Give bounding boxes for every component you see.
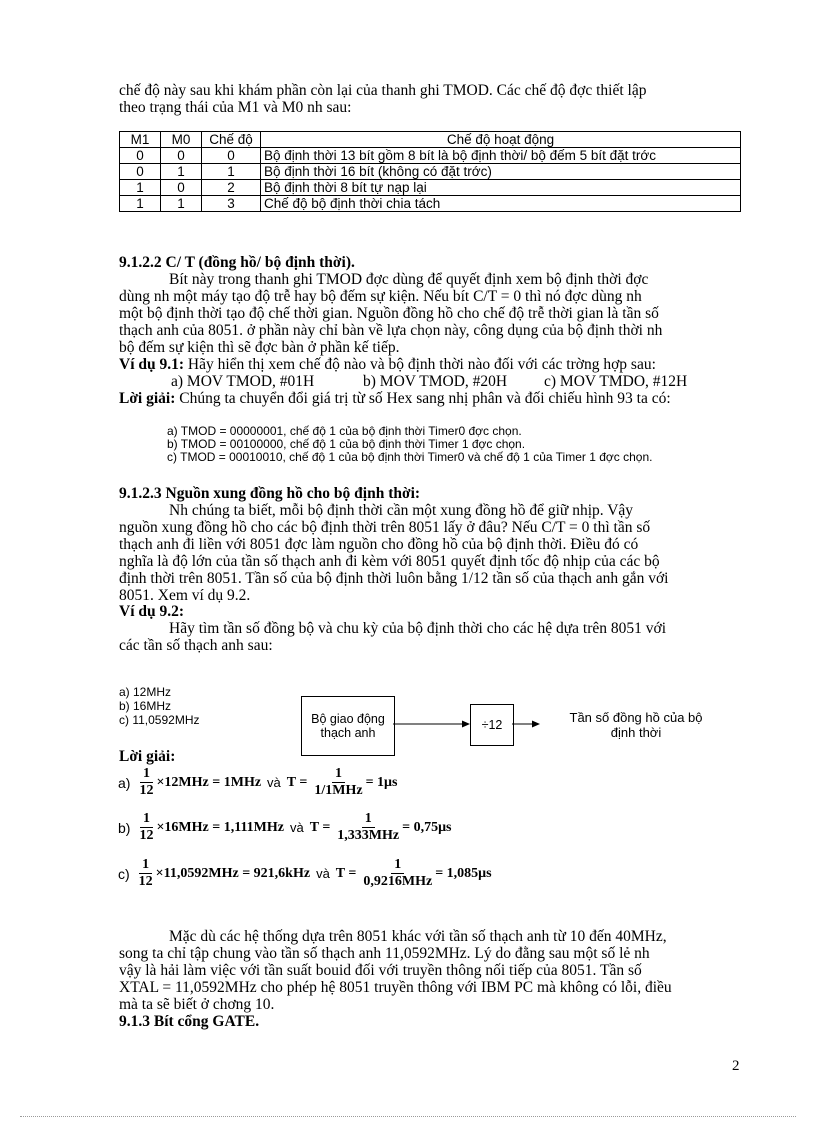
paragraph-line: 8051. Xem ví dụ 9.2. xyxy=(119,587,251,604)
example-9-1-results xyxy=(167,425,741,464)
paragraph-line: dùng nh một máy tạo độ trễ hay bộ đếm sự kiện. Nếu bít C/T = 0 thì nó đợc dùng nh xyxy=(119,288,642,305)
equation-conjunction: và xyxy=(290,820,304,835)
paragraph-line: Bít này trong thanh ghi TMOD đợc dùng để quyết định xem bộ định thời đợc xyxy=(169,271,649,288)
fraction xyxy=(136,811,156,844)
equation-row xyxy=(118,811,452,844)
example-9-1 xyxy=(119,356,741,407)
diagram-arrows xyxy=(393,712,543,736)
section-heading: 9.1.3 Bít cổng GATE. xyxy=(119,1013,260,1030)
fraction xyxy=(311,766,365,799)
cell-m1: 1 xyxy=(120,196,161,212)
cell-m1: 0 xyxy=(120,148,161,164)
cell-description: Bộ định thời 13 bít gồm 8 bít là bộ định thời/ bộ đếm 5 bít đặt trớc xyxy=(261,148,741,164)
option-c: c) 11,0592MHz xyxy=(119,713,200,727)
paragraph-line: Hãy tìm tần số đồng bộ và chu kỳ của bộ định thời cho các hệ dựa trên 8051 với xyxy=(169,620,666,637)
equation-row xyxy=(118,766,397,799)
cell-description: Bộ định thời 8 bít tự nạp lại xyxy=(261,180,741,196)
result-line: c) TMOD = 00010010, chế độ 1 của bộ định thời Timer0 và chế độ 1 của Timer 1 đợc chọn. xyxy=(167,450,653,464)
output-label: Tần số đồng hồ của bộ định thời xyxy=(569,710,703,740)
divide-by-12-box: ÷12 xyxy=(470,704,514,746)
fraction-denominator: 12 xyxy=(139,828,154,843)
equation-label: b) xyxy=(118,819,131,836)
arrow-head xyxy=(532,721,540,728)
fraction xyxy=(136,857,156,890)
table-row xyxy=(120,164,741,180)
col-header-m1: M1 xyxy=(120,132,161,148)
fraction-numerator: 1 xyxy=(391,857,404,874)
col-header-description: Chế độ hoạt động xyxy=(261,132,741,148)
table-row xyxy=(120,196,741,212)
paragraph-line: vậy là hải làm việc với tần suất bouid đối với truyền thông nối tiếp của 8051. Tần số xyxy=(119,962,642,979)
equation-conjunction: và xyxy=(316,866,330,881)
cell-mode: 1 xyxy=(202,164,261,180)
cell-mode: 2 xyxy=(202,180,261,196)
section-heading: 9.1.2.3 Nguồn xung đồng hồ cho bộ định thời: xyxy=(119,485,421,502)
fraction-denominator: 1/1MHz xyxy=(314,783,363,798)
equation-result: = 1,085μs xyxy=(435,865,492,881)
page-bottom-divider xyxy=(20,1116,796,1117)
paragraph-line: XTAL = 11,0592MHz cho phép hệ 8051 truyền thông với IBM PC mà không có lỗi, điều xyxy=(119,979,672,996)
intro-line: theo trạng thái của M1 và M0 nh sau: xyxy=(119,99,352,116)
equation-label: a) xyxy=(118,774,131,791)
equation-period-symbol: T = xyxy=(286,774,308,790)
cell-m0: 0 xyxy=(161,148,202,164)
example-9-2 xyxy=(119,603,741,654)
solution-text: Chúng ta chuyển đổi giá trị từ số Hex sang nhị phân và đối chiếu hình 93 ta có: xyxy=(175,390,671,407)
cell-m0: 1 xyxy=(161,164,202,180)
paragraph-line: nguồn xung đồng hồ cho các bộ định thời trên 8051 lấy ở đâu? Nếu C/T = 0 thì tần số xyxy=(119,519,651,536)
cell-m0: 1 xyxy=(161,196,202,212)
cell-description: Chế độ bộ định thời chia tách xyxy=(261,196,741,212)
fraction-denominator: 1,333MHz xyxy=(337,828,400,843)
cell-m1: 0 xyxy=(120,164,161,180)
equation-product: ×11,0592MHz = 921,6kHz xyxy=(155,865,311,881)
fraction-numerator: 1 xyxy=(332,766,345,783)
equation-product: ×12MHz = 1MHz xyxy=(156,774,262,790)
fraction-denominator: 0,9216MHz xyxy=(363,874,433,889)
table-header-row xyxy=(120,132,741,148)
table-row xyxy=(120,180,741,196)
example-label: Ví dụ 9.1: xyxy=(119,356,185,373)
result-line: b) TMOD = 00100000, chế độ 1 của bộ định thời Timer 1 đợc chọn. xyxy=(167,437,526,451)
result-line: a) TMOD = 00000001, chế độ 1 của bộ định thời Timer0 đợc chọn. xyxy=(167,424,522,438)
cell-mode: 0 xyxy=(202,148,261,164)
paragraph-line: một bộ định thời tạo độ chế thời gian. Nguồn đồng hồ cho chế độ trễ thời gian là tần số xyxy=(119,305,659,322)
arrow-head xyxy=(462,721,470,728)
paragraph-line: bộ đếm sự kiện thì sẽ đợc bàn ở phần kế tiếp. xyxy=(119,339,400,356)
cell-m0: 0 xyxy=(161,180,202,196)
solution-label: Lời giải: xyxy=(119,390,176,407)
equation-period-symbol: T = xyxy=(309,819,331,835)
paragraph-line: định thời trên 8051. Tần số của bộ định thời luôn bằng 1/12 tần số của thạch anh gắn với xyxy=(119,570,669,587)
option-b: b) MOV TMOD, #20H xyxy=(363,373,508,390)
col-header-mode: Chế độ xyxy=(202,132,261,148)
equation-product: ×16MHz = 1,111MHz xyxy=(156,819,284,835)
fraction-numerator: 1 xyxy=(140,811,153,828)
equation-row xyxy=(118,857,492,890)
fraction xyxy=(334,811,402,844)
fraction xyxy=(136,766,156,799)
col-header-m0: M0 xyxy=(161,132,202,148)
table-row xyxy=(120,148,741,164)
paragraph-line: mà ta sẽ biết ở chơng 10. xyxy=(119,996,275,1013)
frequency-options xyxy=(119,685,199,727)
fraction-denominator: 12 xyxy=(139,783,154,798)
example-label: Ví dụ 9.2: xyxy=(119,603,185,620)
fraction xyxy=(360,857,435,890)
cell-description: Bộ định thời 16 bít (không có đặt trớc) xyxy=(261,164,741,180)
solution-label: Lời giải: xyxy=(119,748,176,765)
paragraph-line: thạch anh đi liền với 8051 đợc làm nguồn cho đồng hồ của bộ định thời. Điều đó có xyxy=(119,536,639,553)
section-heading: 9.1.2.2 C/ T (đồng hồ/ bộ định thời). xyxy=(119,254,355,271)
equation-period-symbol: T = xyxy=(335,865,357,881)
page-number: 2 xyxy=(732,1058,740,1074)
paragraph-line: nghĩa là độ lớn của tần số thạch anh đi kèm với 8051 quyết định tốc độ nhịp của các bộ xyxy=(119,553,660,570)
paragraph-line: Nh chúng ta biết, mỗi bộ định thời cần một xung đồng hồ để giữ nhịp. Vậy xyxy=(169,502,634,519)
crystal-oscillator-box: Bộ giao động thạch anh xyxy=(301,696,395,756)
equation-result: = 0,75μs xyxy=(402,819,452,835)
fraction-numerator: 1 xyxy=(362,811,375,828)
paragraph-line: thạch anh của 8051. ở phần này chỉ bàn về lựa chọn này, công dụng của bộ định thời nh xyxy=(119,322,663,339)
equation-result: = 1μs xyxy=(365,774,398,790)
paragraph-line: các tần số thạch anh sau: xyxy=(119,637,273,654)
cell-mode: 3 xyxy=(202,196,261,212)
fraction-numerator: 1 xyxy=(140,766,153,783)
fraction-numerator: 1 xyxy=(139,857,152,874)
cell-m1: 1 xyxy=(120,180,161,196)
paragraph-line: Mặc dù các hệ thống dựa trên 8051 khác với tần số thạch anh từ 10 đến 40MHz, xyxy=(169,928,667,945)
example-text: Hãy hiển thị xem chế độ nào và bộ định thời nào đối với các trờng hợp sau: xyxy=(184,356,656,373)
equation-label: c) xyxy=(118,865,130,882)
fraction-denominator: 12 xyxy=(138,874,153,889)
closing-paragraph xyxy=(119,928,741,1030)
paragraph-line: song ta chỉ tập chung vào tần số thạch anh 11,0592MHz. Lý do đằng sau một số lẻ nh xyxy=(119,945,650,962)
equation-conjunction: và xyxy=(267,775,281,790)
option-c: c) MOV TMDO, #12H xyxy=(544,373,688,390)
option-a: a) MOV TMOD, #01H xyxy=(171,373,315,390)
section-9-1-2-2 xyxy=(119,254,741,356)
section-9-1-2-3 xyxy=(119,485,741,604)
option-a: a) 12MHz xyxy=(119,685,172,699)
timer-mode-table xyxy=(119,131,741,212)
intro-line: chế độ này sau khi khám phần còn lại của thanh ghi TMOD. Các chế độ đợc thiết lập xyxy=(119,82,647,99)
intro-paragraph xyxy=(119,82,741,116)
option-b: b) 16MHz xyxy=(119,699,172,713)
example-options xyxy=(119,373,741,390)
